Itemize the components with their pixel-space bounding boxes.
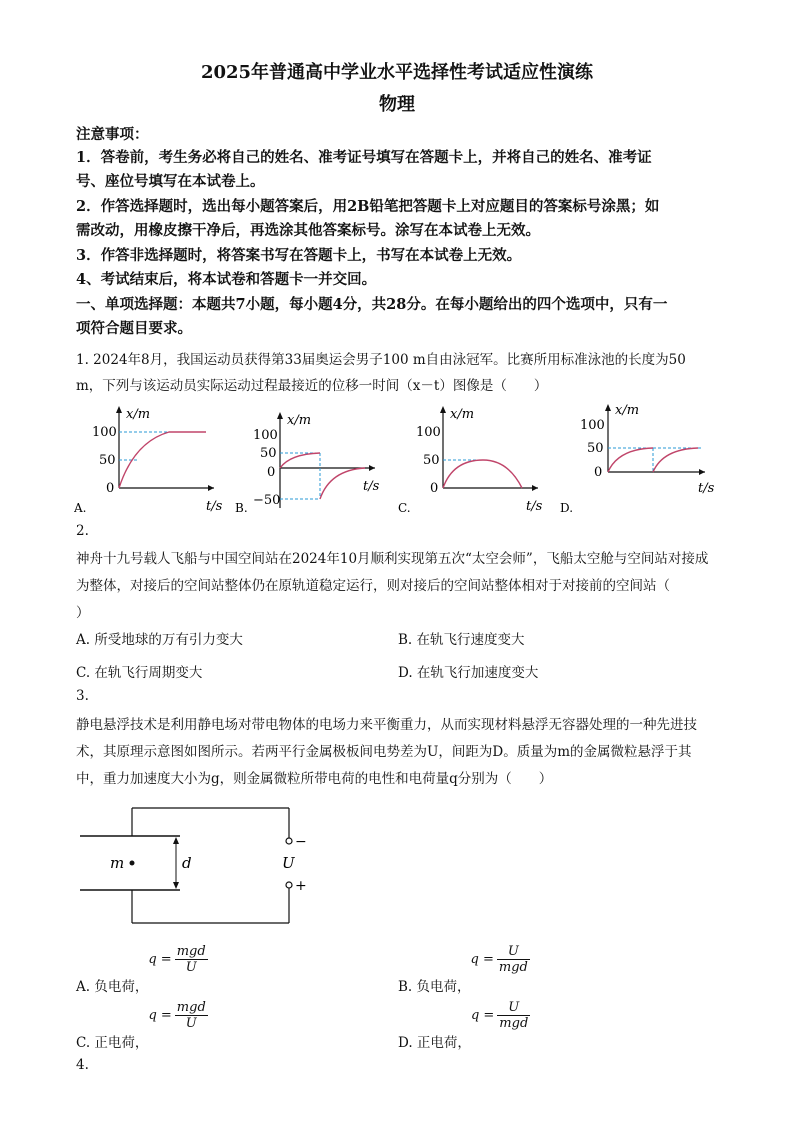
- q1-graph-d-tick-0: 0: [594, 465, 603, 480]
- q1-graph-b-tick-neg50: −50: [253, 493, 281, 508]
- q3-option-a-lhs: q =: [148, 952, 172, 967]
- q2-option-a[interactable]: A. 所受地球的万有引力变大: [76, 632, 243, 648]
- q1-graph-b-x-label: t/s: [363, 479, 380, 494]
- q3-option-b-fraction: [497, 944, 530, 975]
- q1-graph-d-tick-100: 100: [580, 418, 605, 433]
- q1-graph-c-tick-100: 100: [416, 425, 441, 440]
- q3-voltage-label: U: [282, 854, 295, 872]
- q1-graph-b-tick-50: 50: [260, 446, 277, 461]
- notice-item-1-line-1: 1．答卷前，考生务必将自己的姓名、准考证号填写在答题卡上，并将自己的姓名、准考证: [76, 149, 652, 166]
- q3-mass-label: m: [110, 854, 125, 872]
- q3-option-b-numerator: U: [497, 944, 530, 960]
- q1-graph-a-tick-100: 100: [92, 425, 117, 440]
- q3-option-a-denominator: U: [185, 960, 197, 975]
- q3-option-d-prefix: D. 正电荷，: [398, 1035, 471, 1051]
- q1-graph-a-tick-0: 0: [106, 481, 115, 496]
- q3-option-c-numerator: mgd: [176, 1000, 206, 1015]
- q1-graph-c-tick-50: 50: [423, 453, 440, 468]
- q1-graph-b-tick-0: 0: [267, 465, 276, 480]
- notice-item-4: 4、考试结束后，将本试卷和答题卡一并交回。: [76, 271, 377, 288]
- q1-graph-a-y-label: x/m: [126, 407, 151, 422]
- q3-stem-line-3: 中，重力加速度大小为g，则金属微粒所带电荷的电性和电荷量q分别为（ ）: [76, 771, 553, 787]
- q3-option-a-numerator: mgd: [176, 944, 206, 959]
- q3-option-a-fraction: [175, 944, 208, 975]
- q1-graph-c-tick-0: 0: [430, 481, 439, 496]
- q1-graph-c: [398, 402, 548, 518]
- q3-option-b-lhs: q =: [470, 952, 494, 967]
- q3-number: 3.: [76, 688, 89, 704]
- q3-option-c-fraction: [175, 1000, 208, 1031]
- q1-stem-line-2: m，下列与该运动员实际运动过程最接近的位移一时间（x－t）图像是（ ）: [76, 378, 548, 394]
- q3-plus-terminal: +: [295, 878, 307, 894]
- q1-option-a-label: A.: [74, 501, 87, 515]
- q2-option-b[interactable]: B. 在轨飞行速度变大: [398, 632, 525, 648]
- q1-option-d-label: D.: [560, 501, 574, 515]
- notice-item-1-line-2: 号、座位号填写在本试卷上。: [76, 173, 265, 190]
- notice-heading: 注意事项：: [76, 126, 149, 143]
- q3-option-d[interactable]: [398, 1000, 530, 1051]
- q4-number: 4.: [76, 1057, 89, 1073]
- q3-option-a-prefix: A. 负电荷，: [76, 979, 149, 995]
- q1-graph-b: [235, 408, 385, 518]
- q3-option-b[interactable]: [398, 944, 530, 995]
- q3-option-c[interactable]: [76, 1000, 208, 1051]
- q2-stem-line-3: ）: [76, 605, 90, 621]
- q1-graph-a-tick-50: 50: [99, 453, 116, 468]
- q2-option-c[interactable]: C. 在轨飞行周期变大: [76, 665, 203, 681]
- q1-stem-line-1: 1. 2024年8月，我国运动员获得第33届奥运会男子100 m自由泳冠军。比赛所用标准泳池的长度为50: [76, 352, 686, 368]
- q1-graph-b-y-label: x/m: [287, 413, 312, 428]
- q1-graph-d: [560, 396, 720, 518]
- q1-graph-d-x-label: t/s: [698, 481, 715, 496]
- q3-option-c-prefix: C. 正电荷，: [76, 1035, 149, 1051]
- q3-option-a[interactable]: [76, 944, 208, 995]
- q3-minus-terminal: −: [295, 834, 307, 850]
- q3-option-c-denominator: U: [185, 1016, 197, 1031]
- q3-option-d-lhs: q =: [470, 1008, 495, 1023]
- q3-option-d-fraction: [497, 1000, 530, 1031]
- q1-option-c-label: C.: [398, 501, 411, 515]
- q1-graph-d-y-label: x/m: [615, 403, 640, 418]
- q3-option-b-denominator: mgd: [498, 960, 528, 975]
- q1-option-b-label: B.: [235, 501, 248, 515]
- q3-gap-label: d: [182, 854, 192, 872]
- q1-graph-c-x-label: t/s: [526, 499, 543, 514]
- q2-option-d[interactable]: D. 在轨飞行加速度变大: [398, 665, 539, 681]
- q1-graph-d-tick-50: 50: [587, 441, 604, 456]
- q1-graph-a-x-label: t/s: [206, 499, 223, 514]
- q3-capacitor-diagram: [76, 798, 316, 930]
- section-1-heading-line-1: 一、单项选择题：本题共7小题，每小题4分，共28分。在每小题给出的四个选项中，只有一: [76, 296, 668, 313]
- q3-stem-line-1: 静电悬浮技术是利用静电场对带电物体的电场力来平衡重力，从而实现材料悬浮无容器处理的一种先进技: [76, 717, 697, 733]
- q3-option-d-denominator: mgd: [499, 1016, 529, 1031]
- q2-stem-line-2: 为整体，对接后的空间站整体仍在原轨道稳定运行，则对接后的空间站整体相对于对接前的空间站（: [76, 578, 670, 594]
- q1-graph-c-y-label: x/m: [450, 407, 475, 422]
- q3-option-c-lhs: q =: [148, 1008, 172, 1023]
- exam-title: 2025年普通高中学业水平选择性考试适应性演练: [200, 62, 594, 83]
- q2-number: 2.: [76, 523, 89, 539]
- q2-stem-line-1: 神舟十九号载人飞船与中国空间站在2024年10月顺利实现第五次“太空会师”，飞船太空舱与空间站对接成: [76, 551, 709, 567]
- q1-graph-a: [74, 402, 224, 518]
- notice-item-2-line-1: 2．作答选择题时，选出每小题答案后，用2B铅笔把答题卡上对应题目的答案标号涂黑；如: [76, 198, 660, 215]
- notice-item-2-line-2: 需改动，用橡皮擦干净后，再选涂其他答案标号。涂写在本试卷上无效。: [76, 222, 540, 239]
- notice-item-3: 3．作答非选择题时，将答案书写在答题卡上，书写在本试卷上无效。: [76, 247, 522, 264]
- q3-option-b-prefix: B. 负电荷，: [398, 979, 471, 995]
- q3-stem-line-2: 术，其原理示意图如图所示。若两平行金属极板间电势差为U，间距为D。质量为m的金属微粒悬浮于其: [76, 744, 692, 760]
- q1-graph-b-tick-100: 100: [253, 428, 278, 443]
- q3-option-d-numerator: U: [497, 1000, 530, 1016]
- subject-title: 物理: [379, 94, 415, 115]
- section-1-heading-line-2: 项符合题目要求。: [76, 320, 192, 337]
